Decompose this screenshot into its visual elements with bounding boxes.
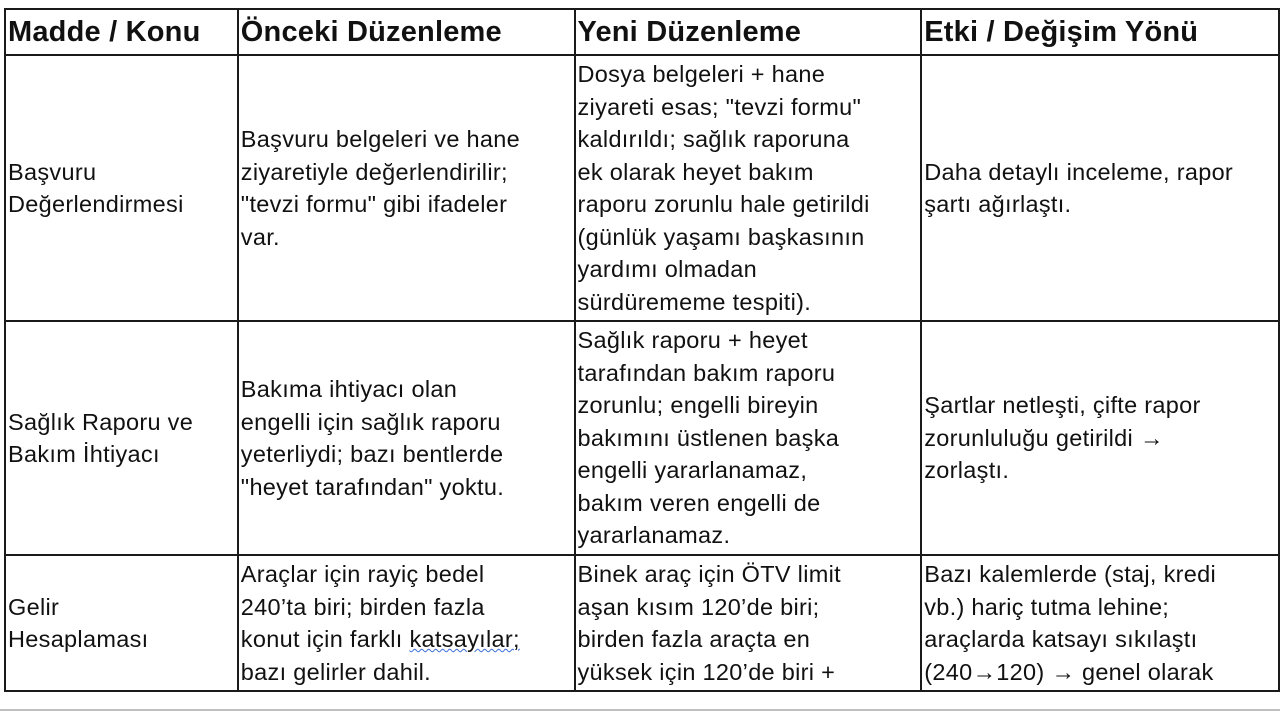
cell-line: zorunluluğu getirildi → xyxy=(924,424,1164,451)
cell-line: bakımını üstlenen başka xyxy=(577,424,840,451)
cell-line: ziyaretiyle değerlendirilir; xyxy=(240,158,508,185)
cell-line: Binek araç için ÖTV limit xyxy=(577,561,841,587)
cell-new xyxy=(575,321,922,555)
cell-line: 240’ta biri; birden fazla xyxy=(240,593,485,620)
table-row xyxy=(5,55,1279,321)
cell-line: yararlanamaz. xyxy=(577,522,731,549)
cell-line: Değerlendirmesi xyxy=(8,191,184,217)
cell-line: ek olarak heyet bakım xyxy=(577,158,814,185)
cell-previous xyxy=(238,555,575,691)
header-effect: Etki / Değişim Yönü xyxy=(921,9,1279,55)
cell-line: aşan kısım 120’de biri; xyxy=(577,593,820,620)
cell-line: Bakıma ihtiyacı olan xyxy=(240,376,458,402)
cell-line: Hesaplaması xyxy=(8,626,149,652)
cell-topic xyxy=(5,321,238,555)
cell-line: Sağlık Raporu ve xyxy=(8,408,194,435)
cell-line: raporu zorunlu hale getirildi xyxy=(577,191,870,217)
cell-effect xyxy=(921,555,1279,691)
cell-line-text: konut için farklı xyxy=(240,626,410,652)
cell-line: yardımı olmadan xyxy=(577,256,758,282)
cell-line: yüksek için 120’de biri + xyxy=(577,658,836,685)
cell-line: vb.) hariç tutma lehine; xyxy=(924,593,1170,620)
cell-line: bakım veren engelli de xyxy=(577,489,821,516)
cell-line: Başvuru belgeleri ve hane xyxy=(240,126,521,152)
cell-effect xyxy=(921,321,1279,555)
cell-line: ziyareti esas; "tevzi formu" xyxy=(577,93,862,120)
cell-line: Sağlık raporu + heyet xyxy=(577,327,808,354)
cell-line xyxy=(241,623,574,656)
cell-line: Araçlar için rayiç bedel xyxy=(240,561,485,587)
cell-line: Bazı kalemlerde (staj, kredi xyxy=(924,561,1217,587)
cell-line: Daha detaylı inceleme, rapor xyxy=(924,158,1234,185)
header-new: Yeni Düzenleme xyxy=(575,9,922,55)
table-row xyxy=(5,555,1279,691)
cell-previous xyxy=(238,55,575,321)
cell-line: Gelir xyxy=(8,593,60,620)
cell-new xyxy=(575,55,922,321)
cell-effect xyxy=(921,55,1279,321)
cell-line: Başvuru xyxy=(8,158,97,185)
cell-line: şartı ağırlaştı. xyxy=(924,191,1072,217)
cell-line: zorlaştı. xyxy=(924,457,1010,484)
header-previous: Önceki Düzenleme xyxy=(238,9,575,55)
cell-line: Bakım İhtiyacı xyxy=(8,441,160,467)
cell-line: araçlarda katsayı sıkılaştı xyxy=(924,626,1198,652)
cell-line: Şartlar netleşti, çifte rapor xyxy=(924,392,1201,419)
cell-line: tarafından bakım raporu xyxy=(577,359,836,386)
cell-line: bazı gelirler dahil. xyxy=(240,658,431,685)
cell-line: "tevzi formu" gibi ifadeler xyxy=(240,191,508,217)
cell-line: (günlük yaşamı başkasının xyxy=(577,223,865,250)
cell-line: (240→120) → genel olarak xyxy=(924,658,1214,685)
header-row xyxy=(5,9,1279,55)
table-row xyxy=(5,321,1279,555)
header-topic: Madde / Konu xyxy=(5,9,238,55)
cell-line: kaldırıldı; sağlık raporuna xyxy=(577,126,850,152)
cell-line: Dosya belgeleri + hane xyxy=(577,61,826,87)
cell-line: sürdürememe tespiti). xyxy=(577,288,812,315)
cell-line: engelli için sağlık raporu xyxy=(240,408,501,435)
cell-previous xyxy=(238,321,575,555)
cell-new xyxy=(575,555,922,691)
cell-line: yeterliydi; bazı bentlerde xyxy=(240,441,504,467)
bottom-divider xyxy=(0,709,1280,711)
cell-line: zorunlu; engelli bireyin xyxy=(577,392,819,419)
comparison-table xyxy=(4,8,1280,692)
spellcheck-underlined-word: katsayılar; xyxy=(409,626,520,652)
cell-topic xyxy=(5,555,238,691)
cell-line: birden fazla araçta en xyxy=(577,626,811,652)
cell-line: "heyet tarafından" yoktu. xyxy=(240,473,505,500)
cell-line: engelli yararlanamaz, xyxy=(577,457,808,484)
cell-line: var. xyxy=(240,223,280,250)
cell-topic xyxy=(5,55,238,321)
